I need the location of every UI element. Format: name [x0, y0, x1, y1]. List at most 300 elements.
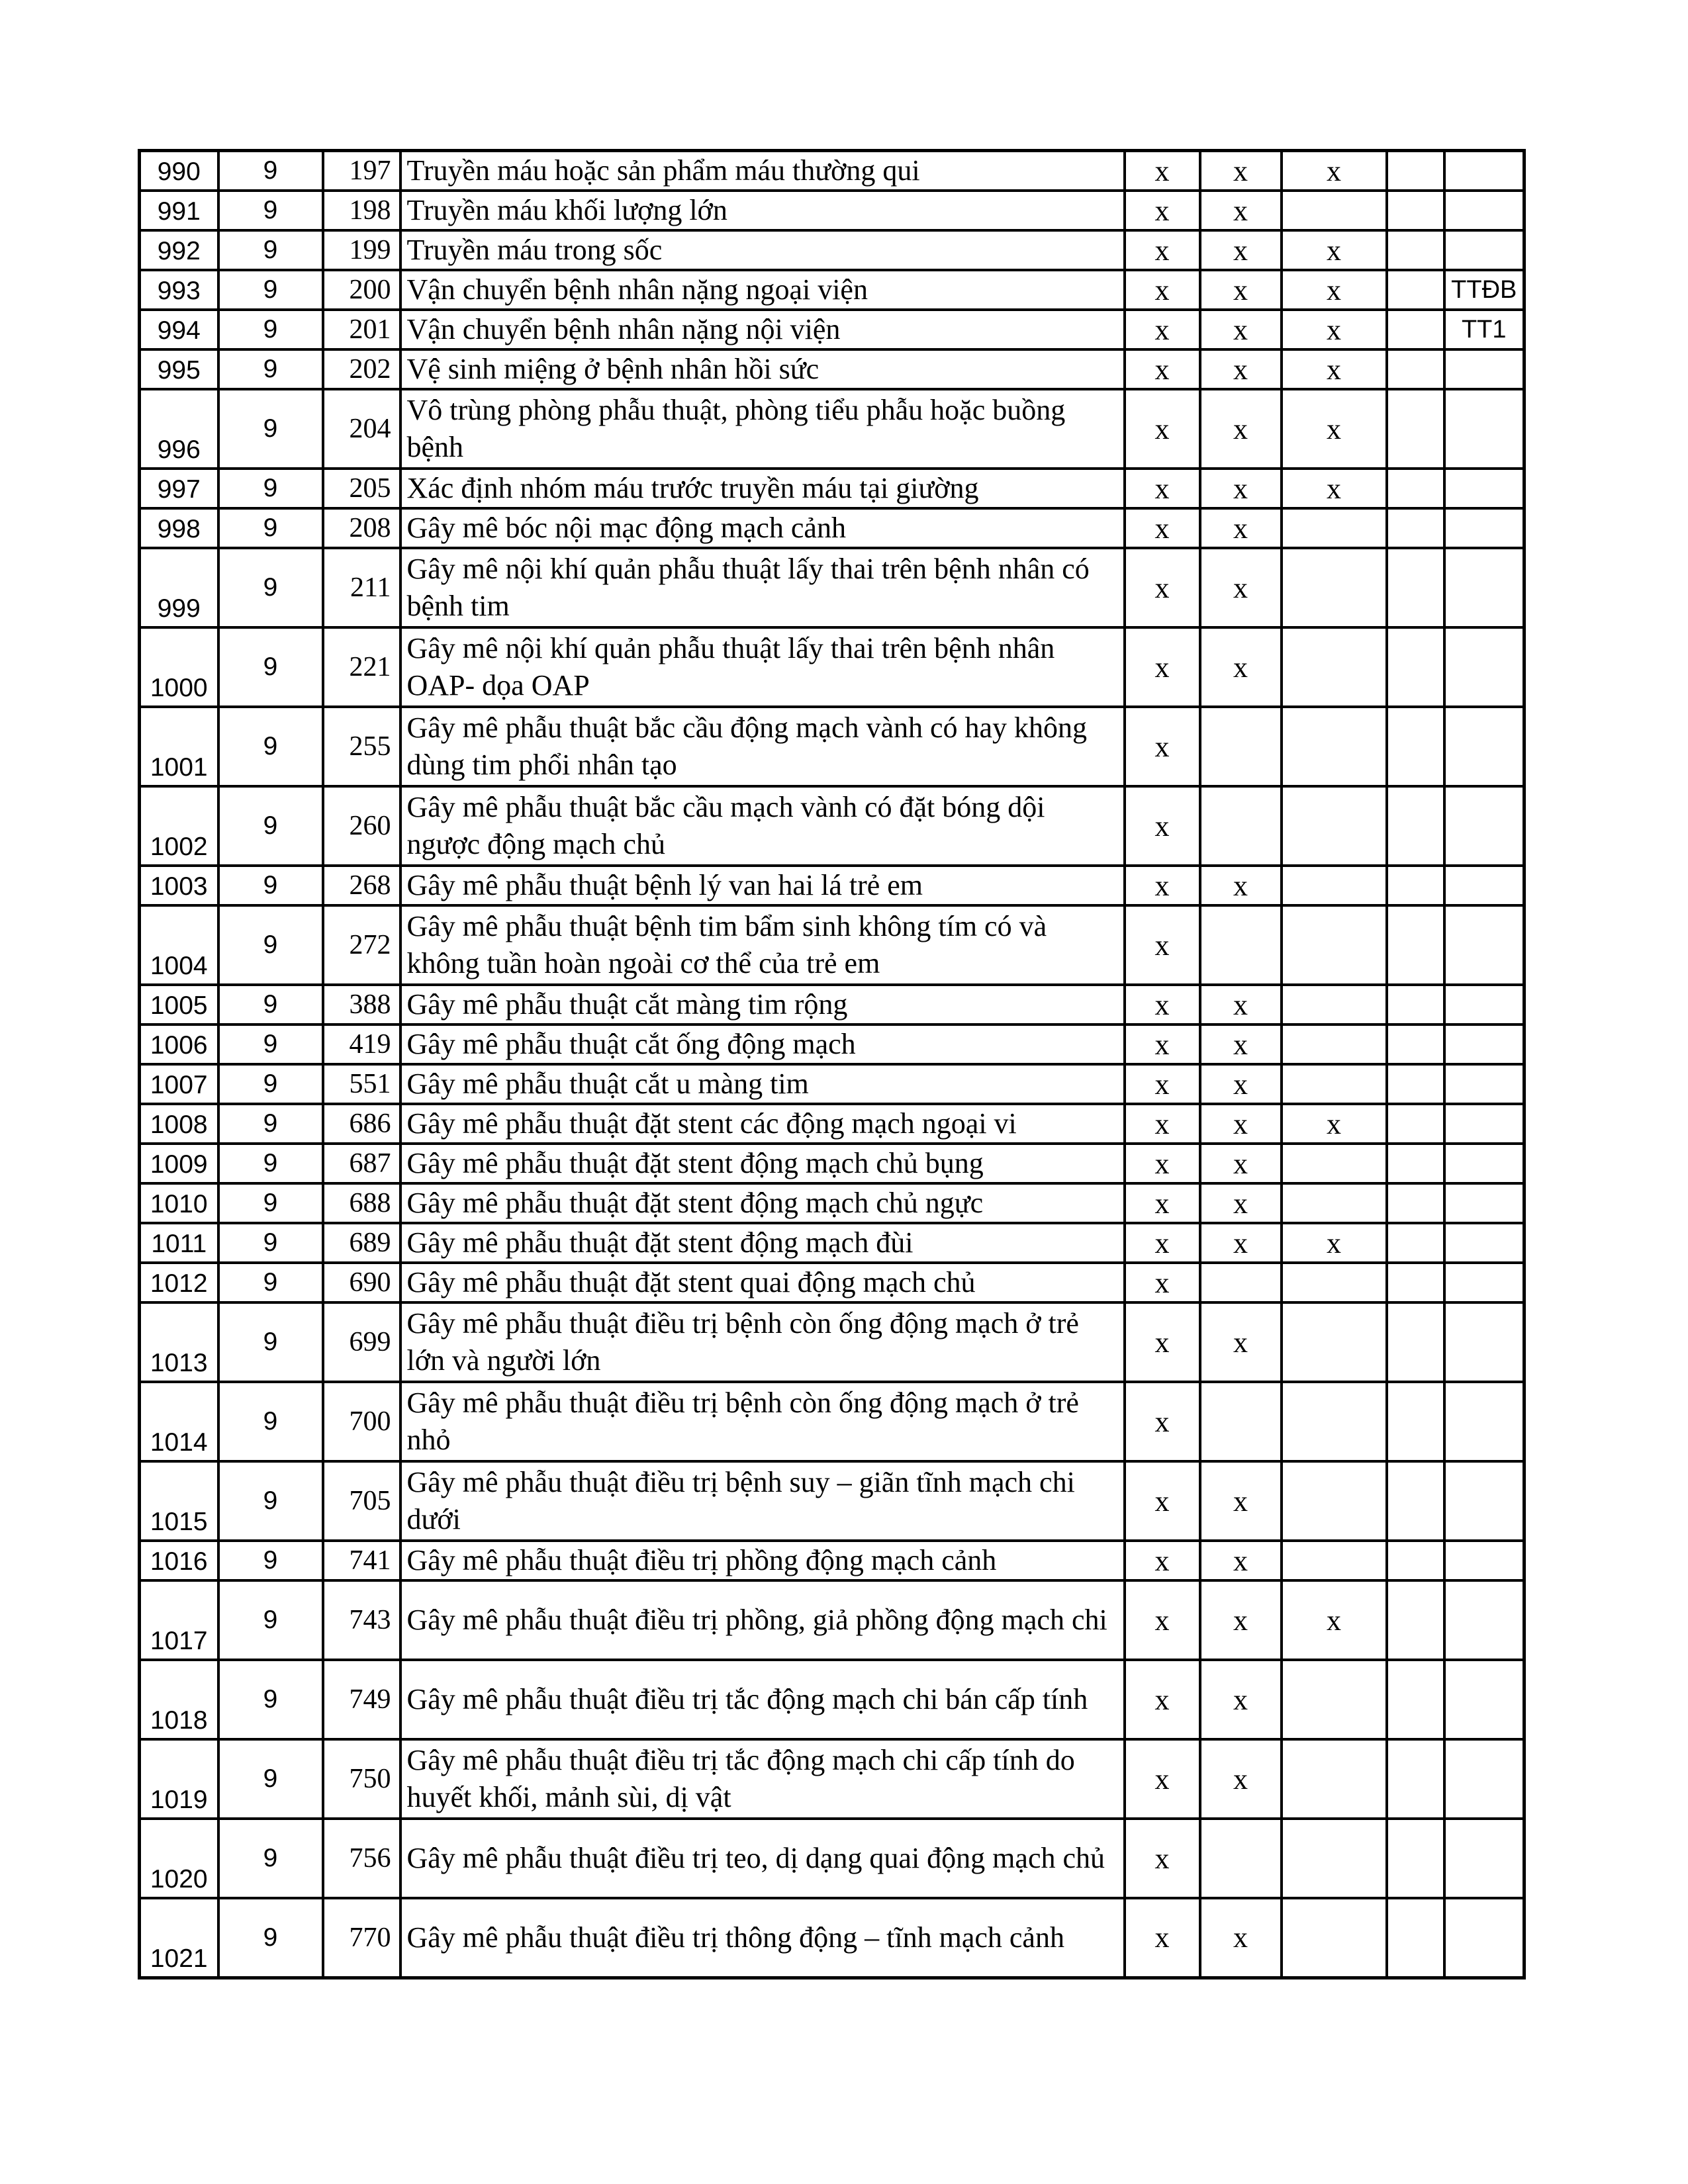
table-row [140, 230, 1524, 270]
row-number-cell: 1006 [140, 1024, 218, 1064]
level-mark-cell-4 [1387, 270, 1444, 310]
table-row [140, 191, 1524, 230]
level-mark-cell-2: x [1200, 310, 1282, 349]
note-cell [1444, 1819, 1524, 1898]
table-row [140, 1898, 1524, 1978]
level-mark-cell-2: x [1200, 1541, 1282, 1580]
level-mark-cell-4 [1387, 1064, 1444, 1104]
procedure-name-cell: Gây mê phẫu thuật bệnh lý van hai lá trẻ em [400, 866, 1125, 905]
level-mark-cell-3: x [1282, 469, 1387, 508]
row-number-cell: 997 [140, 469, 218, 508]
procedure-name-cell: Gây mê phẫu thuật điều trị bệnh suy – giãn tĩnh mạch chi dưới [400, 1461, 1125, 1541]
level-mark-cell-3 [1282, 1183, 1387, 1223]
row-number-cell: 1001 [140, 707, 218, 786]
procedure-code-cell: 749 [323, 1660, 400, 1739]
level-mark-cell-2: x [1200, 627, 1282, 707]
level-mark-cell-2: x [1200, 151, 1282, 191]
table-row [140, 1819, 1524, 1898]
chapter-cell: 9 [218, 151, 323, 191]
table-row [140, 508, 1524, 548]
level-mark-cell-4 [1387, 1024, 1444, 1064]
table-row [140, 1104, 1524, 1144]
table-row [140, 349, 1524, 389]
chapter-cell: 9 [218, 1819, 323, 1898]
note-cell [1444, 1302, 1524, 1382]
chapter-cell: 9 [218, 985, 323, 1024]
row-number-cell: 1000 [140, 627, 218, 707]
procedure-code-cell: 199 [323, 230, 400, 270]
chapter-cell: 9 [218, 508, 323, 548]
level-mark-cell-4 [1387, 1144, 1444, 1183]
row-number-cell: 1018 [140, 1660, 218, 1739]
level-mark-cell-1: x [1125, 191, 1200, 230]
level-mark-cell-3 [1282, 1461, 1387, 1541]
procedure-name-cell: Gây mê phẫu thuật bắc cầu động mạch vành có hay không dùng tim phổi nhân tạo [400, 707, 1125, 786]
procedure-name-cell: Gây mê phẫu thuật đặt stent động mạch chủ bụng [400, 1144, 1125, 1183]
table-row [140, 1064, 1524, 1104]
level-mark-cell-2 [1200, 707, 1282, 786]
table-row [140, 1739, 1524, 1819]
procedure-name-cell: Vô trùng phòng phẫu thuật, phòng tiểu phẫu hoặc buồng bệnh [400, 389, 1125, 469]
level-mark-cell-4 [1387, 1660, 1444, 1739]
level-mark-cell-1: x [1125, 548, 1200, 627]
level-mark-cell-4 [1387, 1183, 1444, 1223]
procedure-code-cell: 705 [323, 1461, 400, 1541]
table-row [140, 627, 1524, 707]
row-number-cell: 1003 [140, 866, 218, 905]
level-mark-cell-4 [1387, 191, 1444, 230]
procedure-name-cell: Gây mê phẫu thuật cắt ống động mạch [400, 1024, 1125, 1064]
procedure-code-cell: 743 [323, 1580, 400, 1660]
chapter-cell: 9 [218, 1064, 323, 1104]
table-row [140, 389, 1524, 469]
level-mark-cell-1: x [1125, 905, 1200, 985]
level-mark-cell-1: x [1125, 1223, 1200, 1263]
chapter-cell: 9 [218, 548, 323, 627]
level-mark-cell-2: x [1200, 1302, 1282, 1382]
chapter-cell: 9 [218, 1104, 323, 1144]
chapter-cell: 9 [218, 1024, 323, 1064]
row-number-cell: 996 [140, 389, 218, 469]
chapter-cell: 9 [218, 1302, 323, 1382]
level-mark-cell-3 [1282, 1024, 1387, 1064]
procedure-code-cell: 197 [323, 151, 400, 191]
level-mark-cell-1: x [1125, 270, 1200, 310]
procedure-name-cell: Gây mê nội khí quản phẫu thuật lấy thai trên bệnh nhân có bệnh tim [400, 548, 1125, 627]
level-mark-cell-1: x [1125, 1898, 1200, 1978]
level-mark-cell-2: x [1200, 469, 1282, 508]
note-cell [1444, 1144, 1524, 1183]
level-mark-cell-4 [1387, 1382, 1444, 1461]
procedure-code-cell: 201 [323, 310, 400, 349]
level-mark-cell-1: x [1125, 1024, 1200, 1064]
procedure-name-cell: Gây mê phẫu thuật bắc cầu mạch vành có đặt bóng dội ngược động mạch chủ [400, 786, 1125, 866]
procedure-code-cell: 688 [323, 1183, 400, 1223]
row-number-cell: 1009 [140, 1144, 218, 1183]
table-body [140, 151, 1524, 1978]
level-mark-cell-4 [1387, 508, 1444, 548]
level-mark-cell-2: x [1200, 866, 1282, 905]
procedure-code-cell: 260 [323, 786, 400, 866]
level-mark-cell-4 [1387, 1739, 1444, 1819]
chapter-cell: 9 [218, 1660, 323, 1739]
level-mark-cell-3: x [1282, 1580, 1387, 1660]
row-number-cell: 1014 [140, 1382, 218, 1461]
row-number-cell: 1013 [140, 1302, 218, 1382]
procedure-code-cell: 208 [323, 508, 400, 548]
procedure-code-cell: 272 [323, 905, 400, 985]
procedure-code-cell: 221 [323, 627, 400, 707]
row-number-cell: 1004 [140, 905, 218, 985]
note-cell [1444, 508, 1524, 548]
level-mark-cell-3 [1282, 1382, 1387, 1461]
row-number-cell: 1010 [140, 1183, 218, 1223]
level-mark-cell-4 [1387, 1580, 1444, 1660]
note-cell [1444, 1580, 1524, 1660]
note-cell [1444, 469, 1524, 508]
procedure-code-cell: 268 [323, 866, 400, 905]
level-mark-cell-4 [1387, 1898, 1444, 1978]
chapter-cell: 9 [218, 1461, 323, 1541]
table-row [140, 707, 1524, 786]
level-mark-cell-4 [1387, 1263, 1444, 1302]
procedure-code-cell: 750 [323, 1739, 400, 1819]
procedure-code-cell: 551 [323, 1064, 400, 1104]
level-mark-cell-3: x [1282, 349, 1387, 389]
procedure-code-cell: 205 [323, 469, 400, 508]
procedure-name-cell: Gây mê phẫu thuật điều trị bệnh còn ống động mạch ở trẻ lớn và người lớn [400, 1302, 1125, 1382]
procedure-code-cell: 202 [323, 349, 400, 389]
note-cell [1444, 389, 1524, 469]
level-mark-cell-4 [1387, 1819, 1444, 1898]
procedure-code-cell: 204 [323, 389, 400, 469]
level-mark-cell-3 [1282, 1144, 1387, 1183]
note-cell: TT1 [1444, 310, 1524, 349]
level-mark-cell-3: x [1282, 1223, 1387, 1263]
row-number-cell: 1016 [140, 1541, 218, 1580]
procedure-name-cell: Vệ sinh miệng ở bệnh nhân hồi sức [400, 349, 1125, 389]
level-mark-cell-1: x [1125, 1302, 1200, 1382]
level-mark-cell-4 [1387, 866, 1444, 905]
chapter-cell: 9 [218, 1580, 323, 1660]
level-mark-cell-3 [1282, 985, 1387, 1024]
note-cell [1444, 230, 1524, 270]
level-mark-cell-1: x [1125, 627, 1200, 707]
procedure-name-cell: Truyền máu khối lượng lớn [400, 191, 1125, 230]
procedure-name-cell: Gây mê phẫu thuật đặt stent các động mạch ngoại vi [400, 1104, 1125, 1144]
row-number-cell: 1019 [140, 1739, 218, 1819]
level-mark-cell-2 [1200, 1263, 1282, 1302]
chapter-cell: 9 [218, 270, 323, 310]
level-mark-cell-2 [1200, 786, 1282, 866]
level-mark-cell-4 [1387, 349, 1444, 389]
procedure-code-cell: 770 [323, 1898, 400, 1978]
level-mark-cell-2: x [1200, 985, 1282, 1024]
row-number-cell: 998 [140, 508, 218, 548]
level-mark-cell-3 [1282, 866, 1387, 905]
level-mark-cell-2: x [1200, 1580, 1282, 1660]
table-row [140, 866, 1524, 905]
level-mark-cell-2: x [1200, 270, 1282, 310]
note-cell [1444, 866, 1524, 905]
note-cell [1444, 1024, 1524, 1064]
chapter-cell: 9 [218, 707, 323, 786]
level-mark-cell-1: x [1125, 508, 1200, 548]
procedure-name-cell: Gây mê phẫu thuật đặt stent động mạch chủ ngực [400, 1183, 1125, 1223]
table-row [140, 1660, 1524, 1739]
level-mark-cell-2 [1200, 1819, 1282, 1898]
level-mark-cell-4 [1387, 310, 1444, 349]
procedure-code-cell: 198 [323, 191, 400, 230]
note-cell [1444, 1183, 1524, 1223]
level-mark-cell-1: x [1125, 985, 1200, 1024]
level-mark-cell-3 [1282, 786, 1387, 866]
procedure-name-cell: Gây mê phẫu thuật đặt stent động mạch đùi [400, 1223, 1125, 1263]
level-mark-cell-3 [1282, 1819, 1387, 1898]
row-number-cell: 1008 [140, 1104, 218, 1144]
table-row [140, 270, 1524, 310]
note-cell [1444, 985, 1524, 1024]
level-mark-cell-4 [1387, 1104, 1444, 1144]
level-mark-cell-1: x [1125, 1580, 1200, 1660]
level-mark-cell-2: x [1200, 1461, 1282, 1541]
level-mark-cell-3: x [1282, 270, 1387, 310]
level-mark-cell-2: x [1200, 1183, 1282, 1223]
level-mark-cell-4 [1387, 627, 1444, 707]
level-mark-cell-1: x [1125, 1461, 1200, 1541]
level-mark-cell-2: x [1200, 230, 1282, 270]
chapter-cell: 9 [218, 310, 323, 349]
procedure-name-cell: Gây mê phẫu thuật điều trị tắc động mạch chi bán cấp tính [400, 1660, 1125, 1739]
level-mark-cell-1: x [1125, 1144, 1200, 1183]
row-number-cell: 1007 [140, 1064, 218, 1104]
chapter-cell: 9 [218, 1223, 323, 1263]
level-mark-cell-2: x [1200, 1104, 1282, 1144]
chapter-cell: 9 [218, 469, 323, 508]
level-mark-cell-4 [1387, 1223, 1444, 1263]
row-number-cell: 1021 [140, 1898, 218, 1978]
row-number-cell: 990 [140, 151, 218, 191]
chapter-cell: 9 [218, 866, 323, 905]
procedure-name-cell: Gây mê phẫu thuật điều trị phồng động mạch cảnh [400, 1541, 1125, 1580]
table-row [140, 1223, 1524, 1263]
note-cell [1444, 151, 1524, 191]
level-mark-cell-3 [1282, 191, 1387, 230]
level-mark-cell-4 [1387, 1541, 1444, 1580]
procedure-name-cell: Xác định nhóm máu trước truyền máu tại giường [400, 469, 1125, 508]
chapter-cell: 9 [218, 1382, 323, 1461]
procedure-code-cell: 255 [323, 707, 400, 786]
procedure-code-cell: 686 [323, 1104, 400, 1144]
level-mark-cell-3 [1282, 1302, 1387, 1382]
chapter-cell: 9 [218, 1183, 323, 1223]
procedure-code-cell: 690 [323, 1263, 400, 1302]
chapter-cell: 9 [218, 786, 323, 866]
level-mark-cell-3: x [1282, 1104, 1387, 1144]
level-mark-cell-2: x [1200, 1144, 1282, 1183]
level-mark-cell-1: x [1125, 310, 1200, 349]
table-row [140, 1382, 1524, 1461]
table-row [140, 310, 1524, 349]
note-cell [1444, 1382, 1524, 1461]
table-row [140, 1144, 1524, 1183]
level-mark-cell-1: x [1125, 1104, 1200, 1144]
procedure-code-cell: 687 [323, 1144, 400, 1183]
level-mark-cell-1: x [1125, 1660, 1200, 1739]
level-mark-cell-3 [1282, 1739, 1387, 1819]
level-mark-cell-2: x [1200, 349, 1282, 389]
level-mark-cell-2: x [1200, 1024, 1282, 1064]
chapter-cell: 9 [218, 191, 323, 230]
table-row [140, 905, 1524, 985]
row-number-cell: 993 [140, 270, 218, 310]
level-mark-cell-1: x [1125, 1263, 1200, 1302]
note-cell [1444, 786, 1524, 866]
note-cell [1444, 1541, 1524, 1580]
row-number-cell: 994 [140, 310, 218, 349]
note-cell [1444, 349, 1524, 389]
note-cell [1444, 1461, 1524, 1541]
row-number-cell: 999 [140, 548, 218, 627]
level-mark-cell-1: x [1125, 1064, 1200, 1104]
level-mark-cell-2: x [1200, 191, 1282, 230]
level-mark-cell-4 [1387, 707, 1444, 786]
chapter-cell: 9 [218, 1739, 323, 1819]
note-cell [1444, 1660, 1524, 1739]
table-row [140, 985, 1524, 1024]
level-mark-cell-4 [1387, 905, 1444, 985]
procedure-name-cell: Gây mê phẫu thuật bệnh tim bẩm sinh không tím có và không tuần hoàn ngoài cơ thể của trẻ em [400, 905, 1125, 985]
row-number-cell: 1002 [140, 786, 218, 866]
chapter-cell: 9 [218, 1898, 323, 1978]
procedure-name-cell: Vận chuyển bệnh nhân nặng ngoại viện [400, 270, 1125, 310]
procedure-name-cell: Truyền máu trong sốc [400, 230, 1125, 270]
level-mark-cell-3 [1282, 1263, 1387, 1302]
procedure-name-cell: Gây mê bóc nội mạc động mạch cảnh [400, 508, 1125, 548]
note-cell: TTĐB [1444, 270, 1524, 310]
level-mark-cell-4 [1387, 230, 1444, 270]
level-mark-cell-1: x [1125, 866, 1200, 905]
procedure-code-cell: 419 [323, 1024, 400, 1064]
level-mark-cell-1: x [1125, 151, 1200, 191]
level-mark-cell-3 [1282, 508, 1387, 548]
procedure-code-cell: 689 [323, 1223, 400, 1263]
procedure-code-cell: 388 [323, 985, 400, 1024]
procedure-name-cell: Gây mê phẫu thuật điều trị bệnh còn ống động mạch ở trẻ nhỏ [400, 1382, 1125, 1461]
row-number-cell: 1005 [140, 985, 218, 1024]
level-mark-cell-2: x [1200, 389, 1282, 469]
table-row [140, 1461, 1524, 1541]
note-cell [1444, 548, 1524, 627]
row-number-cell: 1017 [140, 1580, 218, 1660]
table-row [140, 151, 1524, 191]
table-row [140, 786, 1524, 866]
procedure-code-cell: 700 [323, 1382, 400, 1461]
level-mark-cell-2: x [1200, 508, 1282, 548]
level-mark-cell-1: x [1125, 786, 1200, 866]
level-mark-cell-4 [1387, 1302, 1444, 1382]
note-cell [1444, 191, 1524, 230]
level-mark-cell-3: x [1282, 151, 1387, 191]
level-mark-cell-2: x [1200, 548, 1282, 627]
level-mark-cell-3 [1282, 548, 1387, 627]
level-mark-cell-1: x [1125, 1819, 1200, 1898]
chapter-cell: 9 [218, 1541, 323, 1580]
procedure-name-cell: Gây mê phẫu thuật điều trị tắc động mạch chi cấp tính do huyết khối, mảnh sùi, dị vật [400, 1739, 1125, 1819]
note-cell [1444, 707, 1524, 786]
level-mark-cell-4 [1387, 1461, 1444, 1541]
procedure-name-cell: Gây mê phẫu thuật điều trị phồng, giả phồng động mạch chi [400, 1580, 1125, 1660]
row-number-cell: 992 [140, 230, 218, 270]
procedure-code-cell: 756 [323, 1819, 400, 1898]
row-number-cell: 995 [140, 349, 218, 389]
level-mark-cell-1: x [1125, 1541, 1200, 1580]
table-row [140, 469, 1524, 508]
procedure-table [138, 149, 1526, 1979]
procedure-code-cell: 211 [323, 548, 400, 627]
level-mark-cell-2: x [1200, 1223, 1282, 1263]
chapter-cell: 9 [218, 349, 323, 389]
level-mark-cell-3 [1282, 1660, 1387, 1739]
level-mark-cell-3 [1282, 707, 1387, 786]
row-number-cell: 991 [140, 191, 218, 230]
procedure-name-cell: Gây mê phẫu thuật đặt stent quai động mạch chủ [400, 1263, 1125, 1302]
level-mark-cell-3: x [1282, 230, 1387, 270]
table-row [140, 1024, 1524, 1064]
procedure-name-cell: Vận chuyển bệnh nhân nặng nội viện [400, 310, 1125, 349]
chapter-cell: 9 [218, 1144, 323, 1183]
level-mark-cell-3: x [1282, 389, 1387, 469]
level-mark-cell-1: x [1125, 230, 1200, 270]
table-row [140, 1580, 1524, 1660]
note-cell [1444, 905, 1524, 985]
level-mark-cell-1: x [1125, 1183, 1200, 1223]
procedure-name-cell: Gây mê phẫu thuật cắt màng tim rộng [400, 985, 1125, 1024]
level-mark-cell-1: x [1125, 1382, 1200, 1461]
chapter-cell: 9 [218, 905, 323, 985]
procedure-code-cell: 741 [323, 1541, 400, 1580]
level-mark-cell-3 [1282, 1064, 1387, 1104]
note-cell [1444, 1064, 1524, 1104]
level-mark-cell-1: x [1125, 707, 1200, 786]
chapter-cell: 9 [218, 627, 323, 707]
level-mark-cell-2: x [1200, 1898, 1282, 1978]
level-mark-cell-4 [1387, 151, 1444, 191]
level-mark-cell-3 [1282, 905, 1387, 985]
level-mark-cell-2 [1200, 1382, 1282, 1461]
procedure-name-cell: Gây mê nội khí quản phẫu thuật lấy thai trên bệnh nhân OAP- dọa OAP [400, 627, 1125, 707]
row-number-cell: 1011 [140, 1223, 218, 1263]
level-mark-cell-2: x [1200, 1739, 1282, 1819]
chapter-cell: 9 [218, 1263, 323, 1302]
level-mark-cell-3 [1282, 627, 1387, 707]
note-cell [1444, 1223, 1524, 1263]
row-number-cell: 1020 [140, 1819, 218, 1898]
level-mark-cell-1: x [1125, 469, 1200, 508]
level-mark-cell-3: x [1282, 310, 1387, 349]
procedure-name-cell: Truyền máu hoặc sản phẩm máu thường qui [400, 151, 1125, 191]
level-mark-cell-4 [1387, 548, 1444, 627]
level-mark-cell-2: x [1200, 1660, 1282, 1739]
table-row [140, 1263, 1524, 1302]
level-mark-cell-1: x [1125, 349, 1200, 389]
procedure-name-cell: Gây mê phẫu thuật điều trị thông động – tĩnh mạch cảnh [400, 1898, 1125, 1978]
table-row [140, 548, 1524, 627]
table-row [140, 1183, 1524, 1223]
level-mark-cell-4 [1387, 389, 1444, 469]
chapter-cell: 9 [218, 389, 323, 469]
note-cell [1444, 1104, 1524, 1144]
